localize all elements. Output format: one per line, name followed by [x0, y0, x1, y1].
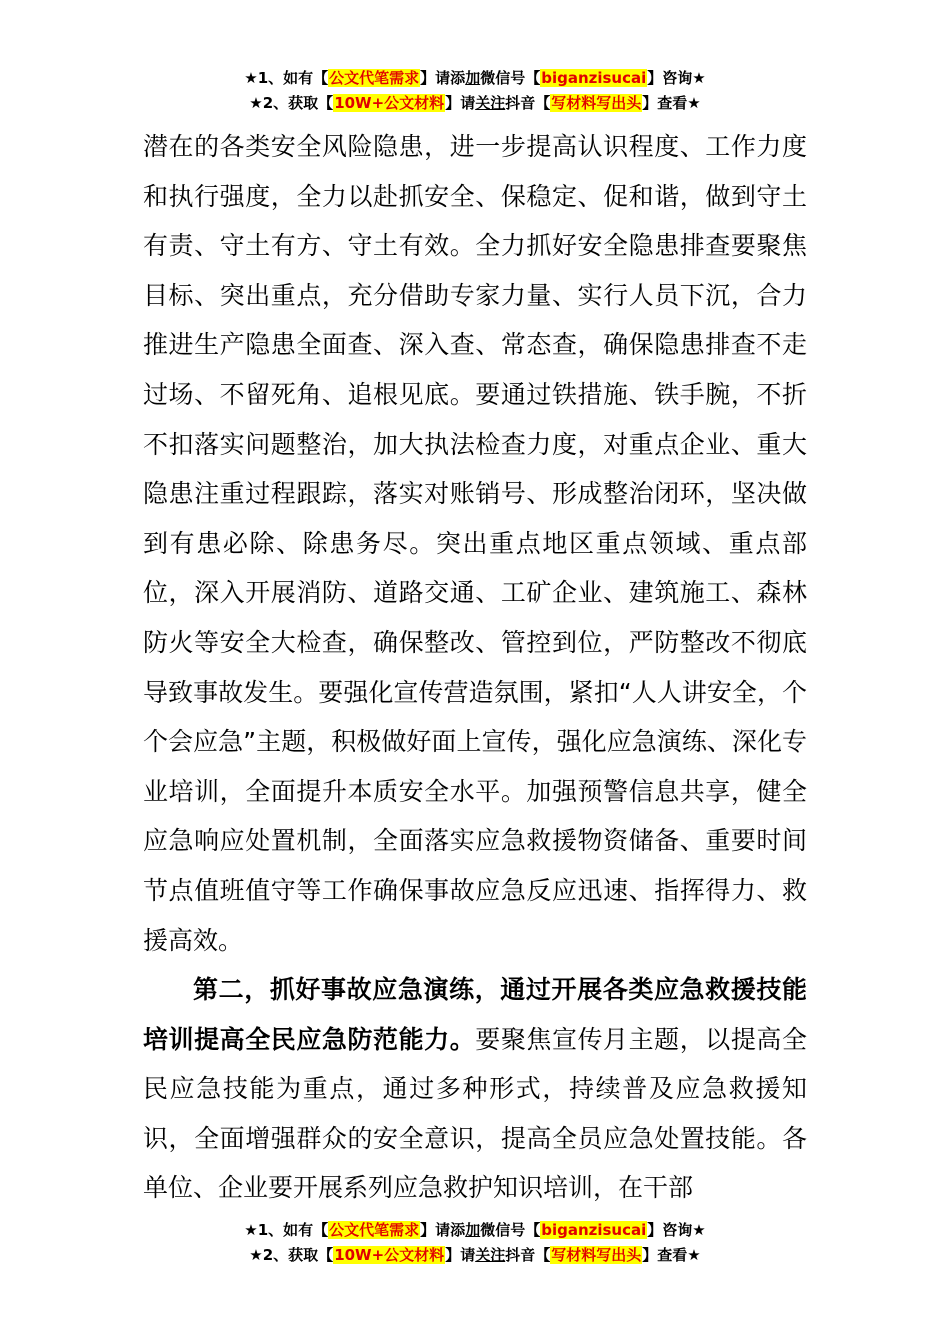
banner-text: 微信号【 — [480, 69, 541, 87]
banner-line-2 — [0, 91, 950, 116]
banner-text: 】请添 — [420, 1221, 466, 1239]
banner-line-1 — [0, 1218, 950, 1243]
header-banner — [0, 66, 950, 116]
banner-text: 】请 — [445, 1246, 476, 1264]
paragraph-2 — [143, 965, 807, 1213]
banner-text: ★1、如有【 — [244, 69, 329, 87]
document-body — [143, 122, 807, 1213]
banner-text: ★2、获取【 — [249, 1246, 334, 1264]
banner-text: 抖音【 — [505, 1246, 551, 1264]
banner-text: 抖音【 — [505, 94, 551, 112]
highlight-text: 10W+公文材料 — [334, 94, 445, 112]
underlined-text: 加 — [465, 1221, 481, 1239]
paragraph-2-text: 要聚焦宣传月主题，以提高全民应急技能为重点，通过多种形式，持续普及应急救援知识，全面增强群众的安全意识，提高全员应急处置技能。各单位、企业要开展系列应急救护知识培训，在干部 — [143, 1024, 807, 1203]
banner-text: ★1、如有【 — [244, 1221, 329, 1239]
banner-line-2 — [0, 1243, 950, 1268]
douyin-highlight: 写材料写出头 — [551, 1246, 642, 1264]
wechat-id-highlight: biganzisucai — [541, 1221, 647, 1239]
underlined-text: 关注 — [475, 94, 506, 112]
underlined-text: 关注 — [475, 1246, 506, 1264]
paragraph-1: 潜在的各类安全风险隐患，进一步提高认识程度、工作力度和执行强度，全力以赴抓安全、保稳定、促和谐，做到守土有责、守土有方、守土有效。全力抓好安全隐患排查要聚焦目标、突出重点，充分借助专家力量、实行人员下沉，合力推进生产隐患全面查、深入查、常态查，确保隐患排查不走过场、不留死角、追根见底。要通过铁措施、铁手腕，不折不扣落实问题整治，加大执法检查力度，对重点企业、重大隐患注重过程跟踪，落实对账销号、形成整治闭环，坚决做到有患必除、除患务尽。突出重点地区重点领域、重点部位，深入开展消防、道路交通、工矿企业、建筑施工、森林防火等安全大检查，确保整改、管控到位，严防整改不彻底导致事故发生。要强化宣传营造氛围，紧扣“人人讲安全，个个会应急”主题，积极做好面上宣传，强化应急演练、深化专业培训，全面提升本质安全水平。加强预警信息共享，健全应急响应处置机制，全面落实应急救援物资储备、重要时间节点值班值守等工作确保事故应急反应迅速、指挥得力、救援高效。 — [143, 132, 807, 955]
highlight-text: 10W+公文材料 — [334, 1246, 445, 1264]
banner-text: ★2、获取【 — [249, 94, 334, 112]
banner-text: 】请 — [445, 94, 476, 112]
banner-text: 】咨询★ — [647, 69, 706, 87]
highlight-text: 公文代笔需求 — [329, 69, 420, 87]
paragraph-2-heading: 第二，抓好事故应急演练，通过开展各类应急救援技能培训提高全民应急防范能力。 — [143, 975, 807, 1054]
footer-banner — [0, 1218, 950, 1268]
banner-text: 】查看★ — [642, 1246, 701, 1264]
banner-text: 】咨询★ — [647, 1221, 706, 1239]
wechat-id-highlight: biganzisucai — [541, 69, 647, 87]
banner-text: 】请添 — [420, 69, 466, 87]
douyin-highlight: 写材料写出头 — [551, 94, 642, 112]
banner-text: 】查看★ — [642, 94, 701, 112]
banner-line-1 — [0, 66, 950, 91]
highlight-text: 公文代笔需求 — [329, 1221, 420, 1239]
banner-text: 微信号【 — [480, 1221, 541, 1239]
underlined-text: 加 — [465, 69, 481, 87]
